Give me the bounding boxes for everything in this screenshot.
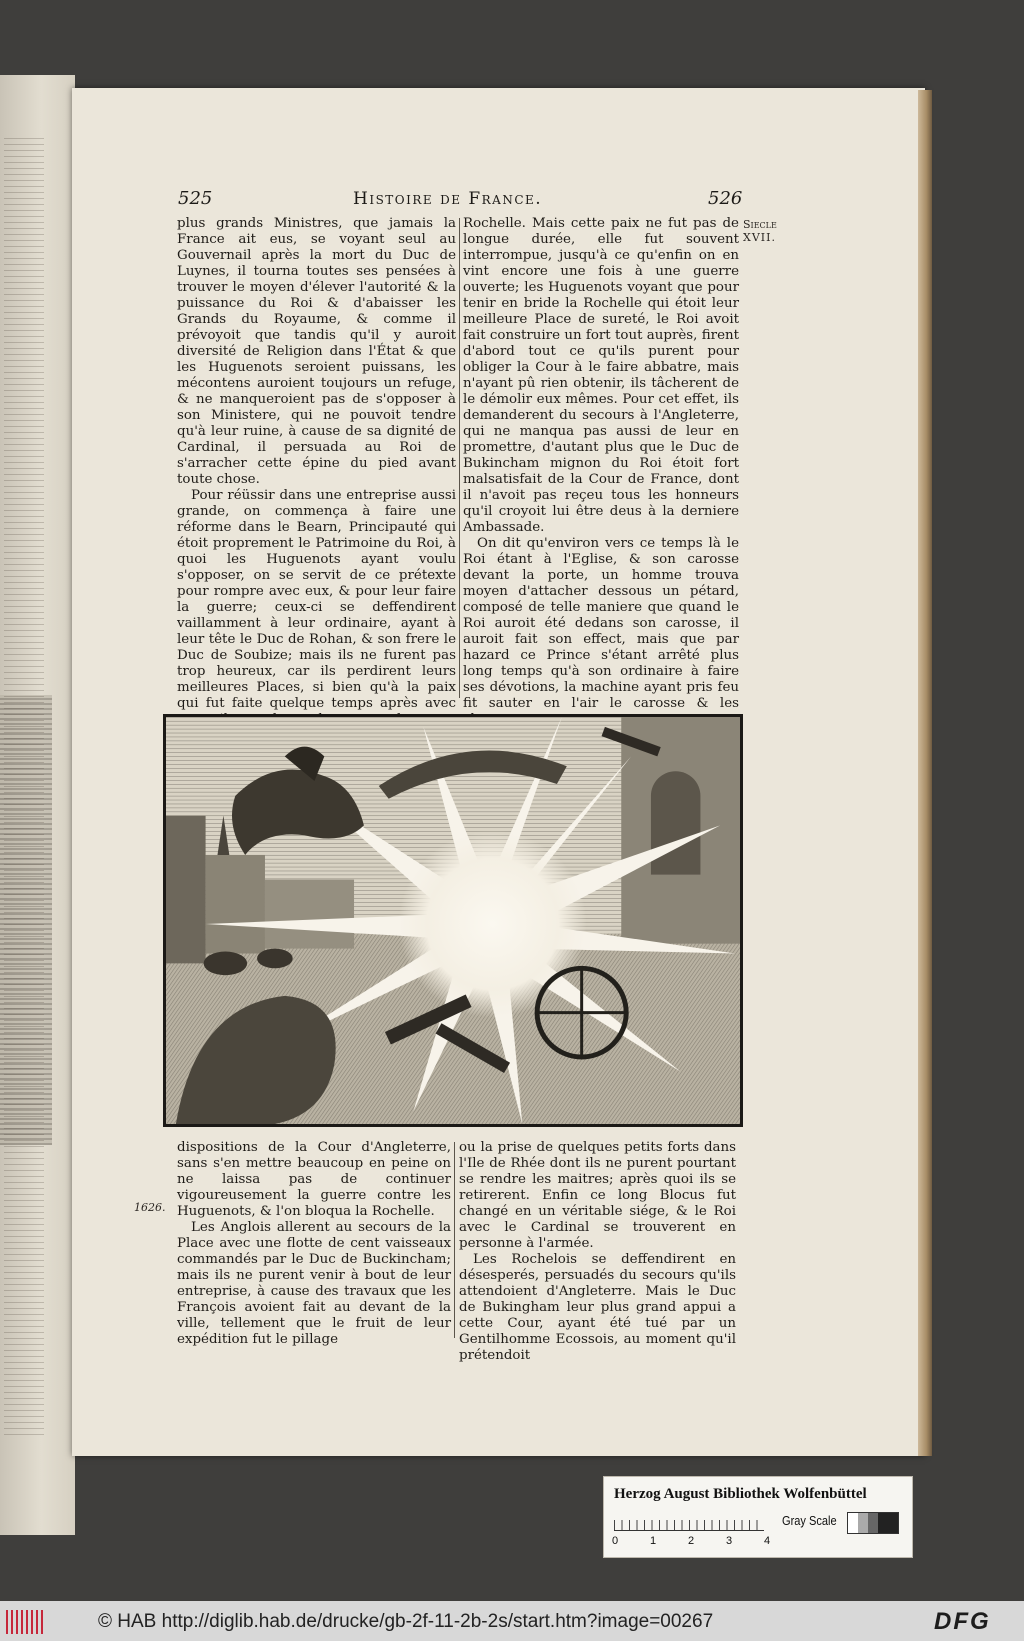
ruler-number: 1 bbox=[650, 1535, 657, 1547]
page-number-left: 525 bbox=[178, 188, 213, 209]
gray-scale-label: Gray Scale bbox=[782, 1513, 837, 1528]
column-top-right bbox=[463, 216, 739, 711]
margin-note-year: 1626. bbox=[134, 1201, 166, 1214]
paragraph: ou la prise de quelques petits forts dans l'Ile de Rhée dont ils ne purent pourtant se rendre les maitres; après quoi ils se retirerent. Enfin ce long Blocus fut changé en un véritable siége, & le Roi avec le Cardinal se trouverent en personne à l'armée. bbox=[459, 1140, 736, 1251]
paragraph: Les Anglois allerent au secours de la Place avec une flotte de cent vaisseaux commandés par le Duc de Buckincham; mais ils ne purent venir à bout de leur entreprise, à cause des travaux que les François avoient fait au devant de la ville, tellement que le fruit de leur expédition fut le pillage bbox=[177, 1220, 451, 1347]
ruler-number: 0 bbox=[612, 1535, 619, 1547]
page-number-right: 526 bbox=[708, 188, 743, 209]
ruler-number: 4 bbox=[764, 1535, 771, 1547]
page-block-edge bbox=[918, 90, 932, 1456]
paragraph: Pour réüssir dans une entreprise aussi grande, on commença à faire une réforme dans le Bearn, Principauté qui étoit proprement le Patrimoine du Roi, à quoi les Huguenots ayant voulu s'opposer, on se servit de ce prétexte pour rompre avec eux, & pour leur faire la guerre; ceux-ci se deffendirent vaillamment à leur ordinaire, ayant à leur tête le Duc de Rohan, & son frere le Duc de Soubize; mais ils ne furent pas trop heureux, car ils perdirent leurs meilleures Places, si bien qu'à la paix qui fut faite quelque temps après avec bbox=[177, 488, 456, 711]
ruler-number: 2 bbox=[688, 1535, 695, 1547]
column-bottom-right bbox=[459, 1140, 736, 1363]
column-bottom-left bbox=[177, 1140, 451, 1347]
footer-citation-link[interactable]: © HAB http://diglib.hab.de/drucke/gb-2f-11-2b-2s/start.htm?image=00267 bbox=[98, 1611, 714, 1632]
column-top-left bbox=[177, 216, 456, 711]
paragraph: Rochelle. Mais cette paix ne fut pas de longue durée, elle fut souvent interrompue, jusqu'à ce qu'enfin on en vint encore une fois à une guerre ouverte; les Huguenots voyant que pour tenir en bride la Rochelle qui étoit leur meilleure Place de sureté, le Roi avoit fait construire un fort tout auprès, firent d'abord tout ce qu'ils purent pour obliger la Cour à le faire abbatre, mais n'ayant pû rien obtenir, ils tâcherent de le démolir eux mêmes. Pour cet effet, ils demanderent du secours à l'Angleterre, qui ne manqua pas aussi de leur en promettre, d'autant plus que le Duc de Bukincham mignon du Roi étoit fort malsatisfait de la Cour de France, dont il n'avoit pas reçeu tous les honneurs qu'il croyoit lui être deus à la derniere Ambassade. bbox=[463, 216, 739, 535]
ruler-number: 3 bbox=[726, 1535, 733, 1547]
paragraph: dispositions de la Cour d'Angleterre, sans s'en mettre beaucoup en peine on ne laissa pas de continuer vigoureusement la guerre contre les Huguenots, & l'on bloqua la Rochelle. bbox=[177, 1140, 451, 1219]
explosion-core bbox=[399, 830, 587, 1017]
carriage-wheel bbox=[537, 968, 626, 1057]
hab-logo-icon bbox=[6, 1610, 46, 1634]
library-color-chart-label bbox=[603, 1476, 913, 1558]
margin-siecle: Siecle bbox=[743, 218, 777, 231]
paragraph: plus grands Ministres, que jamais la France ait eus, se voyant seul au Gouvernail après la mort du Duc de Luynes, il tourna toutes ses pensées à trouver le moyen d'élever l'autorité & la puissance du Roi & d'abaisser les Grands du Royaume, & comme il prévoyoit que tandis qu'il y auroit diversité de Religion dans l'État & que les Huguenots seroient puissans, les mécontens auroient toujours un refuge, & ne manqueroient pas de s'opposer à son Ministere, qui ne pouvoit tendre qu'à leur ruine, à cause de sa dignité de Cardinal, il persuada au Roi de s'arracher cette épine du pied avant toute chose. bbox=[177, 216, 456, 487]
ruler-scale bbox=[614, 1513, 764, 1531]
column-rule bbox=[454, 1142, 455, 1338]
dfg-logo: DFG bbox=[934, 1608, 991, 1635]
page-title: Histoire de France. bbox=[353, 189, 543, 209]
institution-name: Herzog August Bibliothek Wolfenbüttel bbox=[614, 1486, 867, 1502]
gray-scale-swatch bbox=[847, 1512, 899, 1534]
paragraph: Les Rochelois se deffendirent en désesperés, persuadés du secours qu'ils attendoient d'Angleterre. Mais le Duc de Bukingham leur plus grand appui a cette Cour, ayant été tué par un Gentilhomme Ecossois, au moment qu'il prétendoit bbox=[459, 1252, 736, 1363]
margin-century-number: XVII. bbox=[743, 231, 776, 245]
column-rule bbox=[459, 218, 460, 698]
footer-bar bbox=[0, 1601, 1024, 1641]
running-head bbox=[178, 188, 743, 212]
previous-page-text-bleed bbox=[4, 135, 44, 1435]
paragraph: On dit qu'environ vers ce temps là le Roi étant à l'Eglise, & son carosse devant la porte, un homme trouva moyen d'attacher dessous un pétard, composé de telle maniere que quand le Roi auroit été dedans son carosse, il auroit fait son effect, mais que par hazard ce Prince s'étant arrêté plus long temps qu'à son ordinaire à faire ses dévotions, la machine ayant pris feu fit sauter en l'air le carosse & les bbox=[463, 536, 739, 711]
engraving-explosion-illustration bbox=[163, 714, 743, 1127]
margin-note-century bbox=[743, 218, 777, 244]
previous-page-edge bbox=[0, 75, 75, 1535]
building-right bbox=[621, 717, 740, 944]
engraving-drawing bbox=[166, 717, 740, 1124]
